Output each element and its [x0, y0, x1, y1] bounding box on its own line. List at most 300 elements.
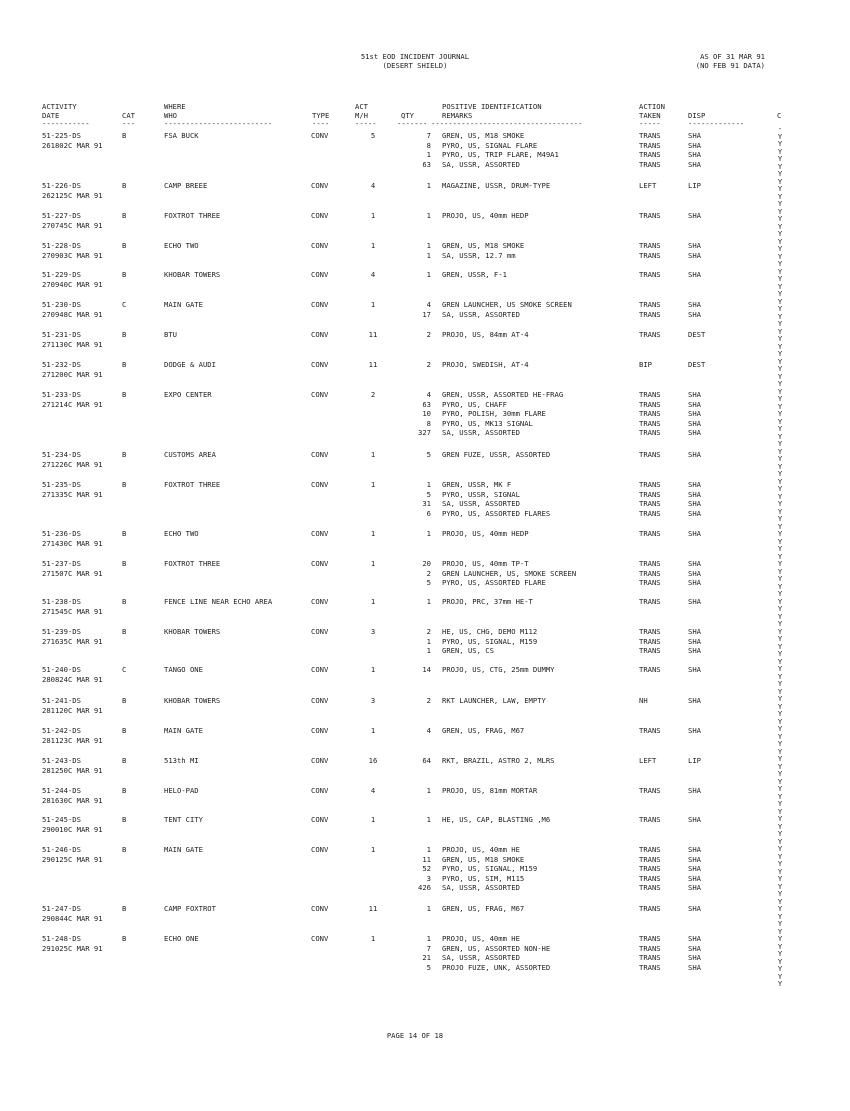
item-description: PROJO, US, 40mm HEDP: [442, 529, 529, 538]
disposition: SHA: [688, 943, 701, 953]
disposition: SHA: [688, 627, 701, 636]
quantity: 5: [426, 578, 431, 588]
man-hours: 4: [370, 270, 376, 279]
c-column-mark: Y: [777, 889, 783, 898]
table-row: [0, 634, 850, 647]
c-column-mark: Y: [777, 904, 783, 913]
table-row: [0, 476, 850, 490]
table-row: [0, 409, 850, 419]
action-taken: TRANS: [639, 559, 661, 568]
type: CONV: [311, 815, 329, 824]
action-taken: TRANS: [639, 854, 661, 864]
action-taken: NH: [639, 696, 648, 705]
date-time-group: 271214C MAR 91: [42, 399, 103, 409]
quantity: 1: [426, 270, 431, 279]
action-taken: BIP: [639, 360, 652, 369]
c-column-mark: Y: [777, 184, 783, 193]
table-row: [0, 280, 850, 290]
table-row: [0, 340, 850, 350]
c-column-mark: Y: [777, 401, 783, 411]
c-column-mark: Y: [777, 529, 783, 538]
action-taken: TRANS: [639, 646, 661, 656]
c-column-mark: Y: [777, 911, 783, 921]
col-act: ACT: [355, 102, 368, 111]
col-qty: QTY: [401, 111, 414, 120]
disposition: SHA: [688, 508, 701, 518]
quantity: 5: [426, 962, 431, 972]
activity-number: 51-243-DS: [42, 756, 81, 765]
c-column-mark: Y: [777, 296, 783, 306]
quantity: 1: [426, 181, 431, 190]
quantity: 4: [426, 300, 431, 309]
quantity: 4: [426, 390, 431, 399]
action-taken: TRANS: [639, 211, 661, 220]
c-column-mark: Y: [777, 349, 783, 358]
man-hours: 3: [370, 696, 376, 705]
action-taken: TRANS: [639, 665, 661, 674]
quantity: 17: [422, 309, 431, 319]
c-column-mark: Y: [777, 236, 783, 246]
action-taken: TRANS: [639, 529, 661, 538]
c-column-mark: Y: [777, 461, 783, 471]
date-time-group: 271635C MAR 91: [42, 636, 103, 646]
c-column-mark: Y: [777, 791, 783, 801]
date-time-group: 271335C MAR 91: [42, 489, 103, 499]
table-row: [0, 627, 850, 637]
col-taken: TAKEN: [639, 111, 661, 120]
item-description: GREN, US, FRAG, M67: [442, 904, 525, 913]
c-column-mark: Y: [777, 146, 783, 156]
c-column-mark: Y: [777, 259, 783, 268]
table-row: [0, 726, 850, 736]
disposition: SHA: [688, 904, 701, 913]
disposition: SHA: [688, 578, 701, 588]
disposition: DEST: [688, 360, 706, 369]
disposition: SHA: [688, 250, 701, 260]
col-remarks-rule: -----------------------------------: [431, 119, 583, 128]
date-time-group: 291025C MAR 91: [42, 943, 103, 953]
col-cat-rule: ---: [122, 119, 135, 128]
c-column-mark: Y: [777, 476, 783, 486]
action-taken: TRANS: [639, 726, 661, 735]
c-column-mark: Y: [777, 244, 783, 253]
quantity: 1: [426, 529, 431, 538]
c-column-mark: Y: [777, 266, 783, 276]
table-row: [0, 296, 850, 310]
activity-number: 51-232-DS: [42, 360, 81, 369]
table-row: [0, 251, 850, 261]
man-hours: 1: [370, 211, 376, 220]
table-row: [0, 386, 850, 400]
item-description: MAGAZINE, USSR, DRUM-TYPE: [442, 181, 551, 190]
action-taken: TRANS: [639, 250, 661, 260]
disposition: SHA: [688, 409, 701, 419]
disposition: DEST: [688, 330, 706, 339]
item-description: SA, USSR, ASSORTED: [442, 428, 520, 438]
c-column-mark: Y: [777, 814, 783, 823]
location: ECHO ONE: [164, 934, 199, 943]
date-time-group: 262125C MAR 91: [42, 190, 103, 200]
man-hours: 1: [370, 665, 376, 674]
man-hours: 3: [370, 627, 376, 636]
quantity: 426: [418, 883, 431, 893]
c-column-mark: Y: [777, 896, 783, 906]
c-column-mark: Y: [777, 559, 783, 568]
location: HELO-PAD: [164, 786, 199, 795]
table-row: [0, 181, 850, 191]
table-row: [0, 934, 850, 944]
c-column-mark: Y: [777, 439, 783, 448]
activity-number: 51-225-DS: [42, 131, 81, 140]
item-description: GREN, US, CS: [442, 646, 494, 656]
activity-number: 51-235-DS: [42, 480, 81, 489]
quantity: 31: [422, 499, 431, 509]
quantity: 1: [426, 815, 431, 824]
c-column-mark: Y: [777, 949, 783, 958]
quantity: 14: [422, 665, 431, 674]
type: CONV: [311, 241, 329, 250]
c-column-mark: Y: [777, 979, 783, 988]
activity-number: 51-244-DS: [42, 786, 81, 795]
c-column-mark: Y: [777, 574, 783, 583]
date-time-group: 271226C MAR 91: [42, 459, 103, 469]
table-row: [0, 953, 850, 963]
item-description: PROJO, US, 81mm MORTAR: [442, 786, 538, 795]
action-taken: TRANS: [639, 140, 661, 150]
type: CONV: [311, 726, 329, 735]
table-row: [0, 883, 850, 893]
table-row: [0, 499, 850, 509]
activity-number: 51-234-DS: [42, 450, 81, 459]
item-description: SA, USSR, ASSORTED: [442, 953, 520, 963]
table-row: [0, 786, 850, 796]
quantity: 1: [426, 480, 431, 489]
category: B: [122, 330, 127, 339]
item-description: SA, USSR, ASSORTED: [442, 499, 520, 509]
c-column-mark: Y: [777, 866, 783, 876]
item-description: GREN, US, FRAG, M67: [442, 726, 525, 735]
quantity: 4: [426, 726, 431, 735]
c-column-mark: Y: [777, 431, 783, 441]
item-description: PROJO, US, CTG, 25mm DUMMY: [442, 665, 555, 674]
quantity: 2: [426, 696, 431, 705]
c-column-mark: Y: [777, 836, 783, 846]
action-taken: TRANS: [639, 241, 661, 250]
c-column-mark: Y: [777, 656, 783, 666]
table-row: [0, 566, 850, 579]
man-hours: 16: [368, 756, 378, 765]
item-description: GREN, US, M18 SMOKE: [442, 854, 525, 864]
as-of-date: AS OF 31 MAR 91: [700, 52, 765, 61]
man-hours: 1: [370, 815, 376, 824]
category: C: [122, 665, 127, 674]
disposition: SHA: [688, 559, 701, 568]
c-column-mark: Y: [777, 386, 783, 396]
location: ECHO TWO: [164, 241, 199, 250]
table-row: [0, 559, 850, 569]
disposition: SHA: [688, 489, 701, 499]
data-note: (NO FEB 91 DATA): [695, 61, 765, 70]
c-column-mark: Y: [777, 199, 783, 208]
c-column-mark: Y: [777, 289, 783, 298]
c-column-mark: Y: [777, 821, 783, 831]
disposition: SHA: [688, 665, 701, 674]
c-column-mark: Y: [777, 484, 783, 493]
table-row: [0, 221, 850, 231]
action-taken: TRANS: [639, 627, 661, 636]
item-description: SA, USSR, ASSORTED: [442, 309, 520, 319]
item-description: PYRO, USSR, SIGNAL: [442, 489, 520, 499]
quantity: 5: [426, 450, 431, 459]
location: KHOBAR TOWERS: [164, 627, 221, 636]
c-column-mark: Y: [777, 506, 783, 516]
c-column-mark: Y: [777, 319, 783, 328]
item-description: PROJO FUZE, UNK, ASSORTED: [442, 962, 551, 972]
type: CONV: [311, 665, 329, 674]
item-description: PROJO, US, 40mm TP-T: [442, 559, 529, 568]
table-row: [0, 310, 850, 320]
quantity: 1: [426, 597, 431, 606]
man-hours: 1: [370, 726, 376, 735]
col-qty-rule: -------: [397, 119, 428, 128]
type: CONV: [311, 300, 329, 309]
item-description: RKT LAUNCHER, LAW, EMPTY: [442, 696, 546, 705]
location: MAIN GATE: [164, 845, 203, 854]
man-hours: 5: [370, 131, 376, 140]
c-column-mark: Y: [777, 604, 783, 613]
disposition: SHA: [688, 480, 701, 489]
activity-number: 51-239-DS: [42, 627, 81, 636]
category: B: [122, 270, 127, 279]
action-taken: TRANS: [639, 962, 661, 972]
action-taken: TRANS: [639, 845, 661, 854]
disposition: SHA: [688, 140, 701, 150]
c-column-mark: Y: [777, 686, 783, 696]
table-row: [0, 941, 850, 954]
c-column-mark: Y: [777, 941, 783, 951]
type: CONV: [311, 934, 329, 943]
type: CONV: [311, 360, 329, 369]
category: B: [122, 934, 127, 943]
disposition: SHA: [688, 241, 701, 250]
col-action-rule: -----: [639, 119, 661, 128]
c-column-mark: Y: [777, 221, 783, 231]
action-taken: TRANS: [639, 418, 661, 428]
c-column-mark: Y: [777, 596, 783, 606]
c-column-mark: Y: [777, 416, 783, 426]
table-row: [0, 370, 850, 380]
disposition: SHA: [688, 883, 701, 893]
category: B: [122, 181, 127, 190]
disposition: SHA: [688, 953, 701, 963]
disposition: LIP: [688, 756, 701, 765]
item-description: PYRO, US, ASSORTED FLARES: [442, 508, 551, 518]
action-taken: TRANS: [639, 873, 661, 883]
action-taken: TRANS: [639, 568, 661, 578]
disposition: SHA: [688, 529, 701, 538]
date-time-group: 270948C MAR 91: [42, 309, 103, 319]
quantity: 2: [426, 330, 431, 339]
table-row: [0, 696, 850, 706]
quantity: 6: [426, 508, 431, 518]
c-column-mark: Y: [777, 139, 783, 148]
category: B: [122, 696, 127, 705]
man-hours: 1: [370, 934, 376, 943]
action-taken: TRANS: [639, 883, 661, 893]
c-column-mark: Y: [777, 566, 783, 576]
activity-number: 51-245-DS: [42, 815, 81, 824]
c-column-mark: Y: [777, 694, 783, 703]
quantity: 3: [426, 873, 431, 883]
c-column-mark: Y: [777, 304, 783, 313]
quantity: 8: [426, 140, 431, 150]
quantity: 7: [426, 943, 431, 953]
col-positive-id: POSITIVE IDENTIFICATION: [442, 102, 542, 111]
man-hours: 1: [370, 450, 376, 459]
disposition: SHA: [688, 726, 701, 735]
date-time-group: 270940C MAR 91: [42, 279, 103, 289]
action-taken: TRANS: [639, 815, 661, 824]
action-taken: TRANS: [639, 270, 661, 279]
c-column-mark: Y: [777, 874, 783, 883]
man-hours: 11: [368, 330, 378, 339]
c-column-mark: Y: [777, 551, 783, 561]
action-taken: TRANS: [639, 904, 661, 913]
c-column-mark: Y: [777, 641, 783, 651]
disposition: SHA: [688, 159, 701, 169]
type: CONV: [311, 529, 329, 538]
category: B: [122, 360, 127, 369]
disposition: SHA: [688, 211, 701, 220]
table-row: [0, 131, 850, 141]
c-column-mark: Y: [777, 169, 783, 178]
man-hours: 11: [368, 904, 378, 913]
quantity: 63: [422, 159, 431, 169]
c-column-mark: Y: [777, 424, 783, 433]
quantity: 7: [426, 131, 431, 140]
category: B: [122, 726, 127, 735]
item-description: GREN, USSR, F-1: [442, 270, 507, 279]
c-column-mark: Y: [777, 371, 783, 381]
item-description: HE, US, CAP, BLASTING ,M6: [442, 815, 551, 824]
c-column-rule: -: [777, 124, 783, 133]
action-taken: TRANS: [639, 864, 661, 874]
table-row: [0, 490, 850, 500]
action-taken: TRANS: [639, 300, 661, 309]
item-description: GREN, US, M18 SMOKE: [442, 131, 525, 140]
table-row: [0, 326, 850, 340]
action-taken: TRANS: [639, 390, 661, 399]
activity-number: 51-236-DS: [42, 529, 81, 538]
c-column-mark: Y: [777, 784, 783, 793]
disposition: SHA: [688, 428, 701, 438]
col-remarks: REMARKS: [442, 111, 473, 120]
c-column-mark: Y: [777, 926, 783, 936]
c-column-mark: Y: [777, 341, 783, 351]
disposition: SHA: [688, 270, 701, 279]
c-column-mark: Y: [777, 731, 783, 741]
location: MAIN GATE: [164, 726, 203, 735]
quantity: 21: [422, 953, 431, 963]
location: FENCE LINE NEAR ECHO AREA: [164, 597, 273, 606]
item-description: PROJO, PRC, 37mm HE-T: [442, 597, 533, 606]
man-hours: 1: [370, 300, 376, 309]
activity-number: 51-237-DS: [42, 559, 81, 568]
location: ECHO TWO: [164, 529, 199, 538]
c-column-mark: Y: [777, 806, 783, 816]
activity-number: 51-227-DS: [42, 211, 81, 220]
item-description: SA, USSR, ASSORTED: [442, 159, 520, 169]
activity-number: 51-238-DS: [42, 597, 81, 606]
date-time-group: 281630C MAR 91: [42, 795, 103, 805]
item-description: PYRO, US, SIGNAL FLARE: [442, 140, 538, 150]
table-row: [0, 460, 850, 470]
table-row: [0, 665, 850, 675]
type: CONV: [311, 597, 329, 606]
c-column-mark: Y: [777, 206, 783, 216]
man-hours: 1: [370, 597, 376, 606]
quantity: 1: [426, 241, 431, 250]
col-disp: DISP: [688, 111, 706, 120]
action-taken: TRANS: [639, 499, 661, 509]
location: TANGO ONE: [164, 665, 203, 674]
action-taken: TRANS: [639, 953, 661, 963]
c-column: [775, 125, 785, 988]
quantity: 2: [426, 360, 431, 369]
quantity: 63: [422, 399, 431, 409]
category: B: [122, 756, 127, 765]
page-number: PAGE 14 OF 18: [386, 1031, 444, 1040]
action-taken: TRANS: [639, 597, 661, 606]
quantity: 8: [426, 418, 431, 428]
item-description: GREN, USSR, MK F: [442, 480, 512, 489]
c-column-mark: Y: [777, 716, 783, 726]
table-row: [0, 536, 850, 549]
col-c: C: [777, 111, 782, 120]
category: C: [122, 300, 127, 309]
action-taken: TRANS: [639, 636, 661, 646]
category: B: [122, 390, 127, 399]
item-description: PYRO, US, SIGNAL, M159: [442, 636, 538, 646]
location: KHOBAR TOWERS: [164, 696, 221, 705]
action-taken: TRANS: [639, 409, 661, 419]
date-time-group: 261802C MAR 91: [42, 140, 103, 150]
date-time-group: 290844C MAR 91: [42, 913, 103, 923]
quantity: 327: [418, 428, 431, 438]
table-row: [0, 911, 850, 924]
action-taken: TRANS: [639, 131, 661, 140]
table-row: [0, 845, 850, 855]
table-row: [0, 815, 850, 825]
location: TENT CITY: [164, 815, 203, 824]
type: CONV: [311, 450, 329, 459]
category: B: [122, 559, 127, 568]
table-row: [0, 597, 850, 607]
action-taken: TRANS: [639, 508, 661, 518]
item-description: PROJO, SWEDISH, AT-4: [442, 360, 529, 369]
date-time-group: 281120C MAR 91: [42, 705, 103, 715]
type: CONV: [311, 390, 329, 399]
activity-number: 51-233-DS: [42, 390, 81, 399]
disposition: SHA: [688, 309, 701, 319]
c-column-mark: Y: [777, 709, 783, 718]
item-description: PYRO, US, CHAFF: [442, 399, 507, 409]
action-taken: LEFT: [639, 181, 657, 190]
col-type-rule: ----: [312, 119, 330, 128]
action-taken: TRANS: [639, 450, 661, 459]
table-row: [0, 146, 850, 160]
c-column-mark: Y: [777, 964, 783, 973]
